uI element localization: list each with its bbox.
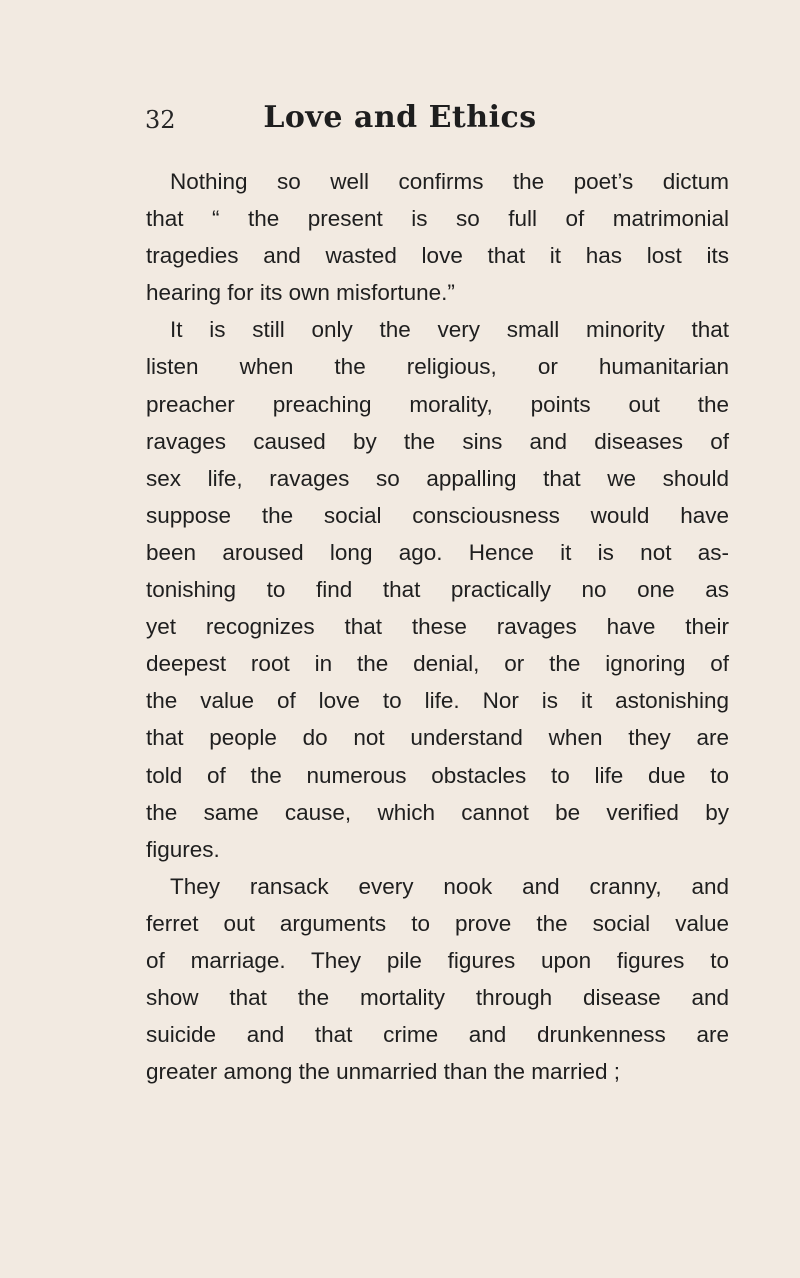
text-line: preacher preaching morality, points out the — [146, 391, 729, 417]
text-line: greater among the unmarried than the married ; — [146, 1059, 621, 1085]
text-line: tragedies and wasted love that it has lost its — [146, 243, 729, 269]
running-title: Love and Ethics — [263, 100, 537, 135]
text-line: that people do not understand when they are — [146, 725, 729, 751]
page-number: 32 — [145, 106, 176, 134]
text-line: that “ the present is so full of matrimonial — [146, 206, 729, 232]
text-line: Nothing so well confirms the poet’s dictum — [170, 169, 729, 194]
paragraph-1 — [146, 163, 729, 311]
text-line: the value of love to life. Nor is it astonishing — [146, 688, 729, 714]
text-line: yet recognizes that these ravages have their — [146, 614, 729, 640]
text-line: sex life, ravages so appalling that we should — [146, 465, 729, 491]
text-line: ravages caused by the sins and diseases of — [146, 428, 729, 454]
text-line: suppose the social consciousness would have — [146, 502, 729, 528]
text-line: listen when the religious, or humanitarian — [146, 354, 729, 380]
text-line: show that the mortality through disease and — [146, 985, 729, 1011]
text-line: tonishing to find that practically no one as — [146, 577, 729, 603]
text-line: told of the numerous obstacles to life due to — [146, 762, 729, 788]
paragraph-2 — [146, 311, 729, 867]
text-line: ferret out arguments to prove the social value — [146, 910, 729, 936]
text-line: of marriage. They pile figures upon figures to — [146, 947, 729, 973]
text-line: deepest root in the denial, or the ignoring of — [146, 651, 729, 677]
text-line: It is still only the very small minority that — [170, 317, 729, 343]
body-text — [146, 163, 729, 1090]
text-line: suicide and that crime and drunkenness are — [146, 1022, 729, 1048]
text-line: been aroused long ago. Hence it is not as- — [146, 539, 729, 565]
text-line: hearing for its own misfortune.” — [146, 280, 455, 306]
paragraph-3 — [146, 868, 729, 1091]
page-header — [0, 100, 800, 146]
text-line: the same cause, which cannot be verified by — [146, 799, 729, 825]
text-line: They ransack every nook and cranny, and — [170, 873, 729, 899]
text-line: figures. — [146, 836, 220, 862]
